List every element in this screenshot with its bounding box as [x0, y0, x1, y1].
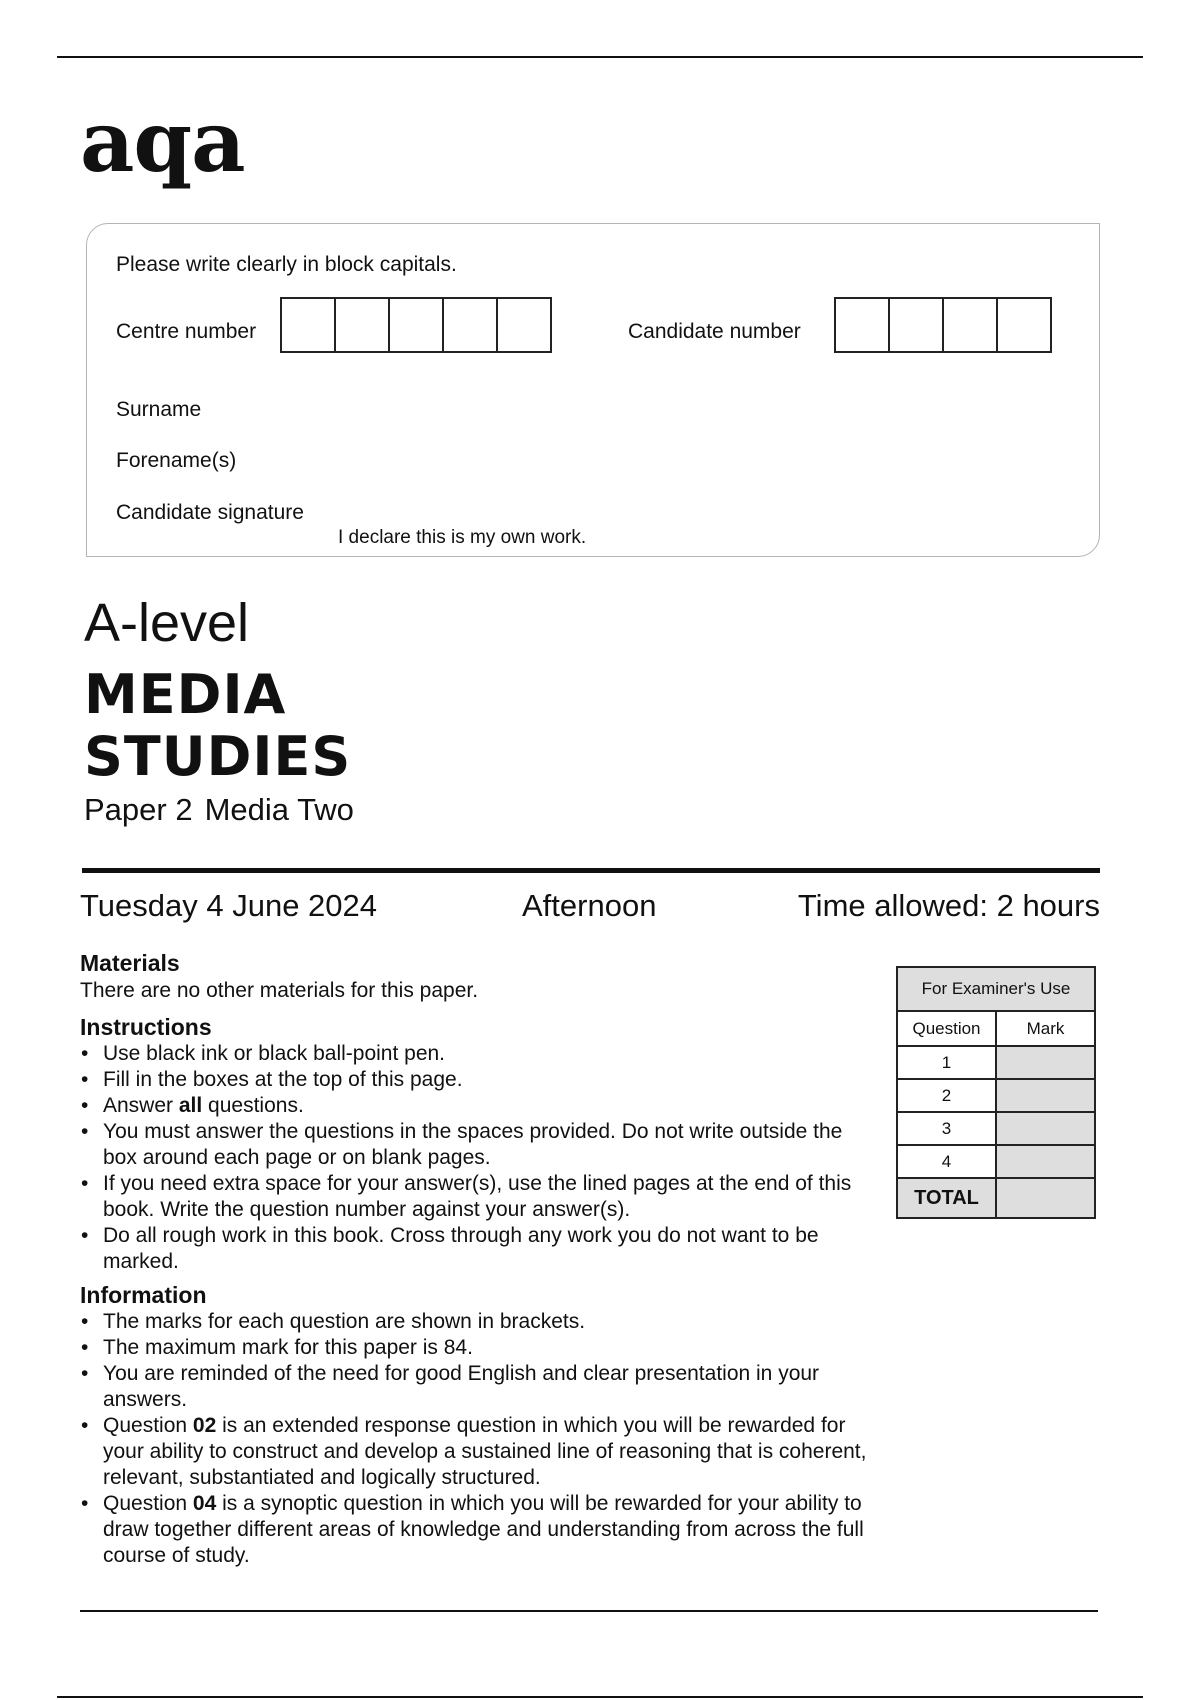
question-column-header: Question: [897, 1011, 996, 1046]
qualification-level: A-level: [84, 593, 250, 653]
list-item: • Question 04 is a synoptic question in which you will be rewarded for your ability to draw together different areas of knowledge and understanding from across the full course of study.: [80, 1491, 880, 1569]
block-capitals-instruction: Please write clearly in block capitals.: [116, 253, 457, 276]
candidate-number-digit[interactable]: [888, 297, 944, 353]
list-item: • Fill in the boxes at the top of this page.: [80, 1067, 880, 1093]
list-item: • You must answer the questions in the spaces provided. Do not write outside the box around each page or on blank pages.: [80, 1119, 880, 1171]
examiners-use-title: For Examiner's Use: [897, 967, 1095, 1011]
centre-number-digit[interactable]: [334, 297, 390, 353]
centre-number-digit[interactable]: [442, 297, 498, 353]
instructions-list: [80, 1041, 880, 1275]
candidate-number-digit[interactable]: [834, 297, 890, 353]
forenames-field[interactable]: [320, 441, 1060, 475]
centre-number-digit[interactable]: [496, 297, 552, 353]
list-item: • You are reminded of the need for good English and clear presentation in your answers.: [80, 1361, 880, 1413]
paper-name: Media Two: [204, 792, 354, 827]
mark-cell[interactable]: [996, 1145, 1095, 1178]
question-number: 3: [897, 1112, 996, 1145]
table-row: [897, 1112, 1095, 1145]
table-row: [897, 1178, 1095, 1218]
total-label: TOTAL: [897, 1178, 996, 1218]
list-item: • Answer all questions.: [80, 1093, 880, 1119]
examiners-use-table: [896, 966, 1096, 1219]
centre-number-digit[interactable]: [388, 297, 444, 353]
mark-column-header: Mark: [996, 1011, 1095, 1046]
exam-date: Tuesday 4 June 2024: [80, 888, 378, 923]
surname-field[interactable]: [320, 390, 1060, 424]
question-number: 4: [897, 1145, 996, 1178]
time-allowed: Time allowed: 2 hours: [797, 888, 1100, 923]
candidate-number-field[interactable]: [834, 297, 1052, 353]
signature-field[interactable]: [330, 493, 1060, 527]
instructions-column: [80, 950, 880, 1569]
list-item: • If you need extra space for your answer(s), use the lined pages at the end of this book. Write the question number against your answer(s).: [80, 1171, 880, 1223]
list-item: • The marks for each question are shown in brackets.: [80, 1309, 880, 1335]
title-divider: [82, 868, 1100, 873]
question-number: 1: [897, 1046, 996, 1079]
centre-number-field[interactable]: [280, 297, 552, 353]
table-row: [897, 1046, 1095, 1079]
list-item: • Use black ink or black ball-point pen.: [80, 1041, 880, 1067]
top-rule: [57, 56, 1143, 58]
information-list: [80, 1309, 880, 1569]
centre-number-digit[interactable]: [280, 297, 336, 353]
table-row: [897, 1145, 1095, 1178]
centre-number-label: Centre number: [116, 320, 257, 343]
list-item: • The maximum mark for this paper is 84.: [80, 1335, 880, 1361]
declaration-text: I declare this is my own work.: [338, 527, 587, 548]
information-heading: Information: [80, 1282, 207, 1308]
instructions-heading: Instructions: [80, 1014, 212, 1040]
surname-label: Surname: [116, 398, 202, 421]
question-number: 2: [897, 1079, 996, 1112]
mark-cell[interactable]: [996, 1046, 1095, 1079]
subject-title-line1: MEDIA: [84, 663, 287, 726]
aqa-logo: aqa: [80, 92, 245, 191]
subject-title-line2: STUDIES: [84, 725, 352, 788]
materials-text: There are no other materials for this paper.: [80, 979, 479, 1002]
signature-label: Candidate signature: [116, 501, 304, 524]
bottom-rule: [57, 1696, 1143, 1698]
candidate-number-label: Candidate number: [628, 320, 801, 343]
list-item: • Do all rough work in this book. Cross through any work you do not want to be marked.: [80, 1223, 880, 1275]
candidate-number-digit[interactable]: [996, 297, 1052, 353]
materials-heading: Materials: [80, 950, 180, 976]
mark-cell[interactable]: [996, 1112, 1095, 1145]
footer-rule: [80, 1610, 1098, 1612]
candidate-number-digit[interactable]: [942, 297, 998, 353]
list-item: • Question 02 is an extended response question in which you will be rewarded for your ability to construct and develop a sustained line of reasoning that is coherent, relevant, substantiated and logically structured.: [80, 1413, 880, 1491]
total-mark-cell[interactable]: [996, 1178, 1095, 1218]
mark-cell[interactable]: [996, 1079, 1095, 1112]
subject-title: [84, 664, 351, 788]
paper-number: Paper 2: [84, 792, 193, 827]
paper-title: [84, 792, 354, 828]
table-row: [897, 1079, 1095, 1112]
exam-session: Afternoon: [522, 888, 657, 923]
forenames-label: Forename(s): [116, 449, 237, 472]
